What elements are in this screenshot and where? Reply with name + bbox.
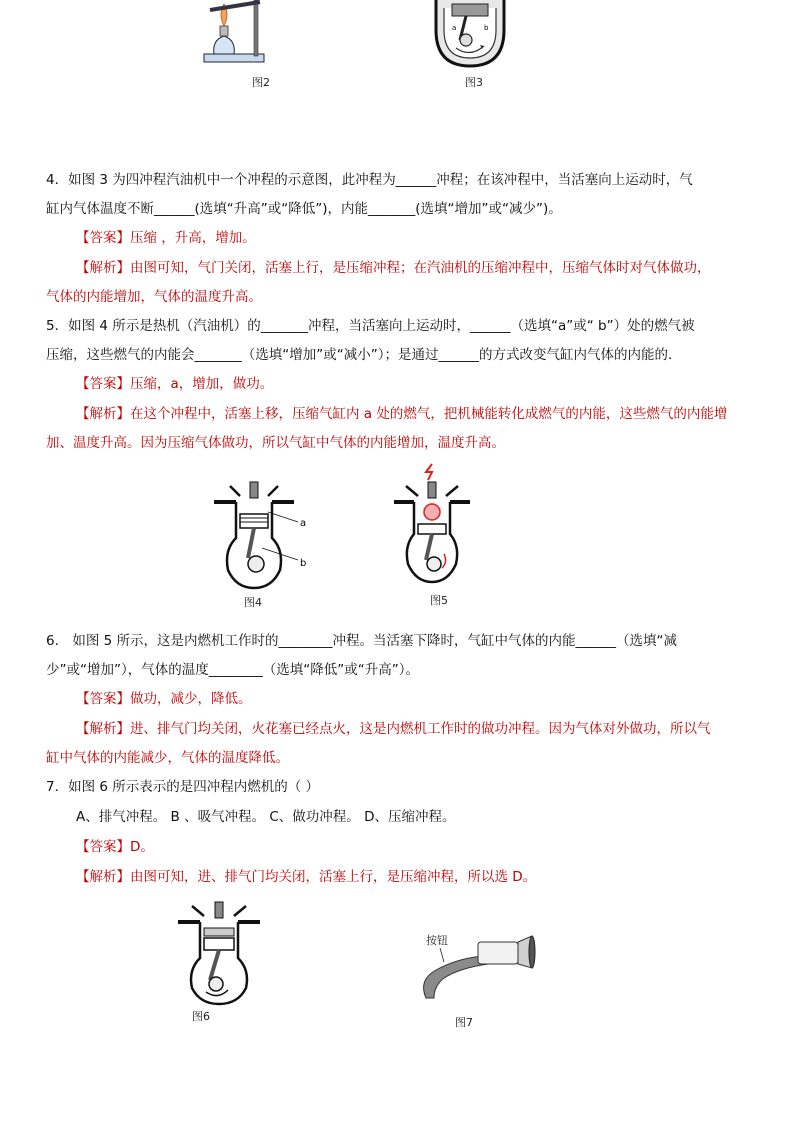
figure-6-engine: [176, 900, 262, 1008]
figure-2-caption: 图2: [252, 76, 270, 89]
q6-line-1: 6． 如图 5 所示，这是内燃机工作时的________冲程。当活塞下降时，气缸中气体的内能______（选填“减: [46, 633, 678, 649]
q7-answer: 【答案】D。: [76, 839, 154, 855]
q5-line-1: 5．如图 4 所示是热机（汽油机）的_______冲程，当活塞向上运动时，______（选填“a”或“ b”）处的燃气被: [46, 318, 695, 334]
answer-tag: 【答案】: [76, 376, 130, 392]
q6-analysis-2: 缸中气体的内能减少，气体的温度降低。: [46, 750, 289, 766]
q5-answer: 【答案】压缩，a，增加，做功。: [76, 376, 274, 392]
q5-analysis-2: 加、温度升高。因为压缩气体做功，所以气缸中气体的内能增加，温度升高。: [46, 435, 505, 451]
figure-2-alcohol-burner: [200, 0, 280, 68]
q6-answer: 【答案】做功，减少，降低。: [76, 691, 252, 707]
figure-7-igniter: [414, 928, 538, 1008]
q5-analysis-1: 【解析】在这个冲程中，活塞上移，压缩气缸内 a 处的燃气，把机械能转化成燃气的内能，这些燃气的内能增: [76, 406, 728, 422]
q7-analysis-1: 【解析】由图可知，进、排气门均关闭，活塞上行，是压缩冲程，所以选 D。: [76, 869, 537, 885]
figure-4-label-a: a: [300, 518, 307, 529]
figure-4-caption: 图4: [244, 596, 262, 609]
q6-line-2: 少”或“增加”），气体的温度________（选填“降低”或“升高”）。: [46, 662, 419, 678]
q4-analysis-1: 【解析】由图可知，气门关闭，活塞上行，是压缩冲程；在汽油机的压缩冲程中，压缩气体时对气体做功，: [76, 260, 711, 276]
answer-tag: 【答案】: [76, 691, 130, 707]
answer-tag: 【答案】: [76, 839, 130, 855]
svg-text:b: b: [484, 24, 489, 32]
figure-5-engine: [392, 462, 472, 587]
analysis-tag: 【解析】: [76, 406, 130, 422]
q4-line-1: 4．如图 3 为四冲程汽油机中一个冲程的示意图，此冲程为______冲程；在该冲程中，当活塞向上运动时，气: [46, 172, 693, 188]
figure-7-button-label: 按钮: [426, 934, 448, 947]
q4-line-2: 缸内气体温度不断______(选填“升高”或“降低”)，内能_______(选填“增加”或“减少”)。: [46, 201, 562, 217]
figure-4-label-b: b: [300, 558, 307, 569]
q7-options: A、排气冲程。 B 、吸气冲程。 C、做功冲程。 D、压缩冲程。: [76, 809, 456, 825]
analysis-tag: 【解析】: [76, 260, 130, 276]
analysis-tag: 【解析】: [76, 721, 130, 737]
svg-text:a: a: [452, 24, 457, 32]
figure-3-engine: [430, 0, 510, 72]
q4-answer: 【答案】压缩 ，升高，增加。: [76, 230, 256, 246]
figure-6-caption: 图6: [192, 1010, 210, 1023]
q4-analysis-2: 气体的内能增加，气体的温度升高。: [46, 289, 262, 305]
analysis-tag: 【解析】: [76, 869, 130, 885]
figure-3-caption: 图3: [465, 76, 483, 89]
figure-4-engine: [210, 478, 320, 593]
q5-line-2: 压缩，这些燃气的内能会_______（选填“增加”或“减小”）；是通过______的方式改变气缸内气体的内能的．: [46, 347, 682, 363]
answer-tag: 【答案】: [76, 230, 130, 246]
figure-7-caption: 图7: [455, 1016, 473, 1029]
q6-analysis-1: 【解析】进、排气门均关闭，火花塞已经点火，这是内燃机工作时的做功冲程。因为气体对外做功，所以气: [76, 721, 711, 737]
q7-line-1: 7．如图 6 所示表示的是四冲程内燃机的（ ）: [46, 779, 320, 795]
figure-5-caption: 图5: [430, 594, 448, 607]
